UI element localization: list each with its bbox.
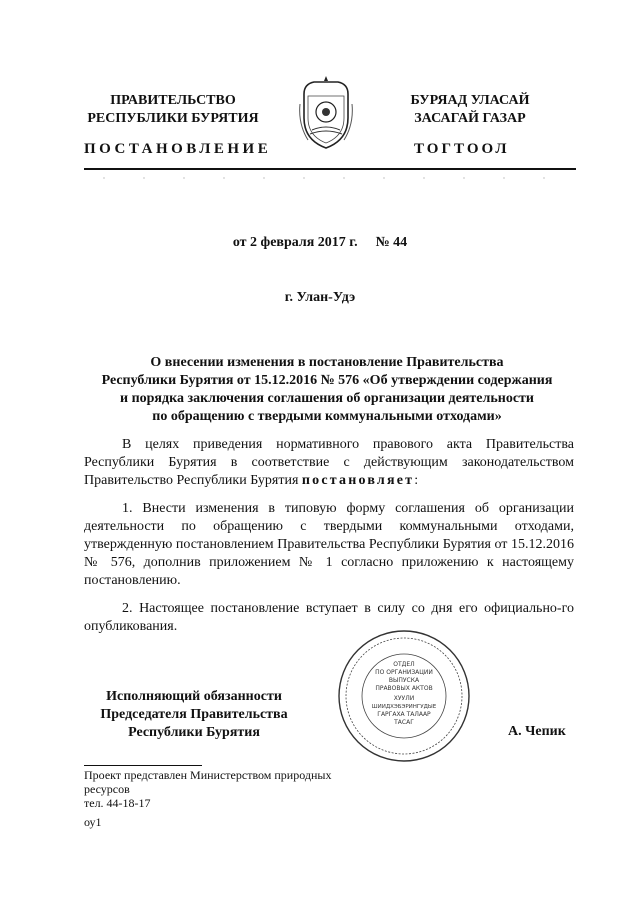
stamp-line-1: ОТДЕЛ [393,661,415,668]
title-line-2: Республики Бурятия от 15.12.2016 № 576 «Об утверждении содержания [101,373,553,388]
footnote-phone: тел. 44-18-17 [84,796,151,810]
stamp-line-6: ШИИДХЭБЭРИНГУДЫЕ [371,704,437,710]
header-divider [84,168,576,170]
document-code: оу1 [84,815,102,829]
title-line-1: О внесении изменения в постановление Правительства [150,355,504,370]
header-left-line-1: ПРАВИТЕЛЬСТВО [110,93,236,108]
resolves-word: постановляет [301,473,415,488]
stamp-line-5: ХУУЛИ [393,695,415,702]
preamble-colon: : [414,473,419,488]
decree-date-line [0,235,640,251]
decree-title-russian: ПОСТАНОВЛЕНИЕ [84,141,272,157]
footnote-author: Проект представлен Министерством природных ресурсов [84,768,332,796]
header-right [365,92,575,128]
clause-2-paragraph [84,600,574,636]
clause-1-paragraph [84,500,574,590]
header-right-line-2: ЗАСАГАЙ ГАЗАР [414,111,526,126]
preamble-paragraph [84,436,574,490]
stamp-line-3: ВЫПУСКА [388,677,420,684]
clause-1-text: 1. Внести изменения в типовую форму соглашения об организации деятельности по обращению с твердыми коммунальными отходами, утвержденную постановлением Правительства Республики Бурятия от 15.12.2016 № 576, дополнив приложением № 1 согласно приложению к настоящему постановлению. [84,501,574,588]
footnote-divider [84,765,202,766]
header-dotted-divider [84,174,576,182]
preamble-text: В целях приведения нормативного правового акта Правительства Республики Бурятия в соответствие с действующим законодательством Правительство Республики Бурятия [84,437,574,488]
signatory-line-3: Республики Бурятия [128,725,260,740]
signatory-position [84,688,304,742]
title-line-3: и порядка заключения соглашения об организации деятельности [120,391,534,406]
signatory-line-2: Председателя Правительства [100,707,288,722]
clause-2-text: 2. Настоящее постановление вступает в силу со дня его официально-го опубликования. [84,601,574,634]
signatory-name: А. Чепик [508,724,566,739]
decree-number: № 44 [375,235,408,250]
official-seal-stamp [336,628,472,764]
signatory-line-1: Исполняющий обязанности [106,689,282,704]
header-left-line-2: РЕСПУБЛИКИ БУРЯТИЯ [87,111,259,126]
decree-city: г. Улан-Удэ [284,290,356,305]
stamp-line-7: ГАРГАХА ТАЛААР [377,711,431,718]
stamp-line-8: ТАСАГ [394,719,414,726]
title-line-4: по обращению с твердыми коммунальными отходами» [152,409,502,424]
header-left [68,92,278,128]
footnote [84,768,374,810]
coat-of-arms-emblem [296,74,356,154]
stamp-line-4: ПРАВОВЫХ АКТОВ [375,685,433,692]
decree-title-buryat: ТОГТООЛ [414,141,510,157]
decree-date: от 2 февраля 2017 г. [232,235,358,250]
stamp-line-2: ПО ОРГАНИЗАЦИИ [375,669,433,676]
decree-subject-title [80,354,574,426]
header-right-line-1: БУРЯАД УЛАСАЙ [410,93,530,108]
